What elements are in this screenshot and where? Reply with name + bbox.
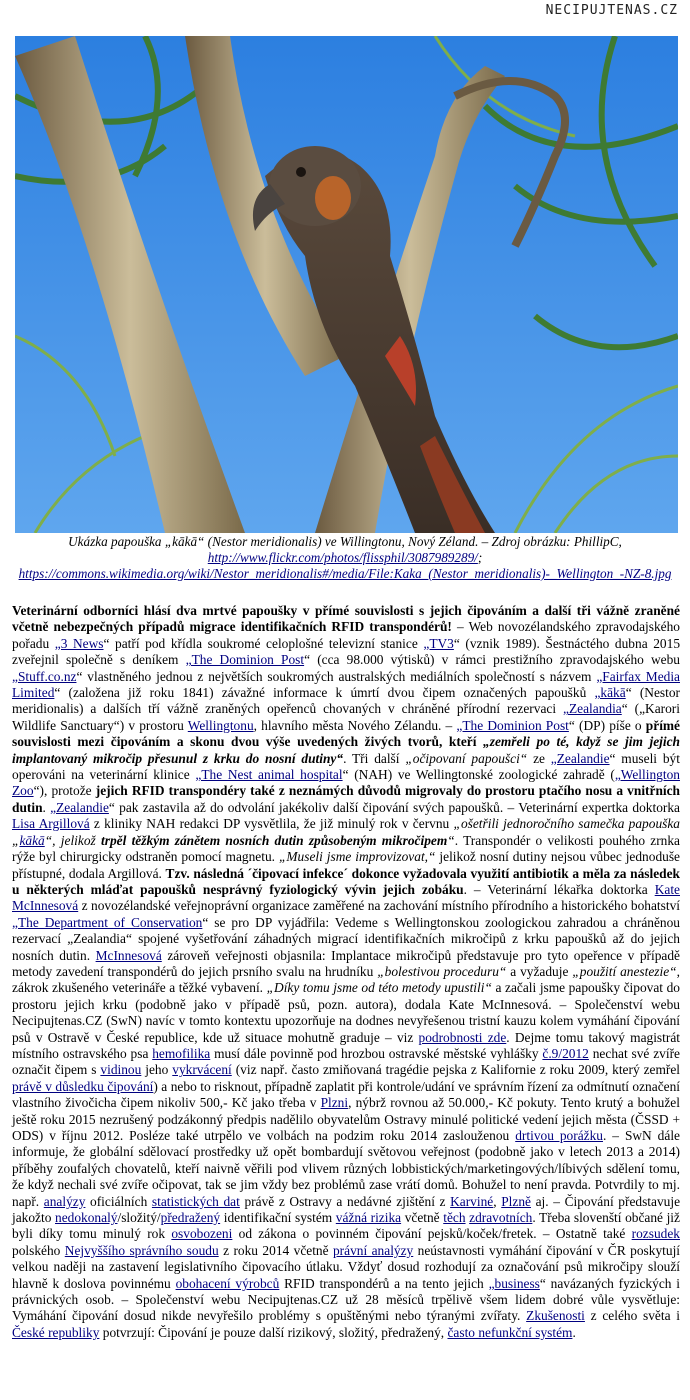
- text: nechat své zvíře označit čipem s: [12, 1045, 680, 1078]
- link-dusledek-cipovani[interactable]: právě v důsledku čipování: [12, 1078, 154, 1094]
- text: , hlavního města Nového Zélandu. –: [253, 717, 457, 733]
- text: , zákrok zkušeného veterináře a těžké vybavení.: [12, 963, 680, 996]
- link-vazna-rizika[interactable]: vážná rizika: [335, 1210, 402, 1226]
- text: a začali jsme papoušky čipovat do prostoru jejich krku (podobně jako v případě psů, pozn. autora), dodala Kate McInnesová. – Společenství webu Necipujtenas.CZ (SwN) navíc v tomto kontextu upozorňuje na dodnes nevyřešenou tristní kauzu kolem vymáhání čipování psů v Ostravě v České republice, kde už situace mohutně graduje – viz: [12, 980, 680, 1045]
- photo-illustration: [15, 36, 678, 533]
- text: od zákona o povinném čipování pejsků/koček/fretek. – Ostatně také: [232, 1226, 632, 1242]
- article-lead: Veterinární odborníci hlásí dva mrtvé papoušky v přímé souvislosti s jejich čipováním a další tři vážně zraněné včetně nebezpečných případů migrace identifikačních RFID transpondérů!: [12, 603, 680, 635]
- text: a vyžaduje: [506, 963, 573, 979]
- text: ze: [527, 750, 551, 766]
- link-3-news[interactable]: „3 News: [54, 635, 104, 651]
- link-nedokonaly[interactable]: nedokonalý: [55, 1210, 118, 1226]
- text: “ pak zastavila až do odvolání jakékoliv další čipování svých papoušků. – Veterinární expertka doktorka: [108, 799, 680, 815]
- italic-text: „bolestivou proceduru“: [377, 963, 507, 979]
- text: “ (DP) píše o: [568, 717, 646, 733]
- bold-text: přímé souvislosti mezi čipováním a skonu dvou výše uvedených živých tvorů, kteří: [12, 717, 681, 750]
- text: “ navázaných fyzických i právnických osob. – Společenství webu Necipujtenas.CZ už 28 měsíců trpělivě všem lidem dobré vůle vysvětluje: Vymáhání čipování dosud nikde nevyřešilo problémy s opuštěnými nebo týranými zvířaty.: [12, 1275, 680, 1324]
- link-ceske-republiky[interactable]: České republiky: [12, 1324, 100, 1340]
- text: aj. – Čipování představuje jakožto: [12, 1193, 681, 1226]
- link-obohaceni-vyrobcu[interactable]: obohacení výrobců: [175, 1275, 280, 1291]
- italic-text: „ošetřili jednoročního samečka papouška „: [12, 816, 680, 848]
- link-lisa-argillova[interactable]: Lisa Argillová: [12, 816, 90, 832]
- link-karvina[interactable]: Karviné: [450, 1193, 494, 1209]
- italic-text: “: [447, 832, 455, 848]
- photo-caption: Ukázka papouška „kākā“ (Nestor meridionalis) ve Willingtonu, Nový Zéland. – Zdroj obrázku: PhillipC, http://www.flickr.com/photos/flissphil/3087989289/; https://commons.wikimedia.org/wiki/Nestor_meridionalis#/media/File:Kaka_(Nestor_meridionalis)-_Wellington_-NZ-8.jpg: [18, 534, 672, 581]
- text: ) a nebo to risknout, případně zaplatit při kontrole/udání ve správním řízení za odmítnutí označení vlastního živočicha čipem nikoliv 500,- Kč jako třeba v: [12, 1078, 680, 1111]
- kaka-parrot-photo: [15, 36, 678, 533]
- text: z roku 2014 včetně: [218, 1242, 333, 1258]
- link-kate-mcinnesova[interactable]: Kate McInnesová: [12, 881, 680, 914]
- link-predrazeny[interactable]: předražený: [160, 1210, 221, 1226]
- link-statisticka-data[interactable]: statistických dat: [151, 1193, 240, 1209]
- text: polského: [12, 1242, 65, 1258]
- text: .: [572, 1324, 576, 1340]
- link-wellington[interactable]: Wellingtonu: [187, 717, 254, 733]
- link-vyhlaska[interactable]: č.9/2012: [542, 1045, 589, 1061]
- link-plzni[interactable]: Plzni: [320, 1095, 349, 1111]
- text: ,: [493, 1193, 502, 1209]
- text: – Web novozélandského zpravodajského pořadu: [12, 619, 681, 651]
- text: právě z Ostravy a nedávné zjištění z: [239, 1193, 451, 1209]
- text: oficiálních: [85, 1193, 152, 1209]
- article-body: [12, 603, 680, 1341]
- link-vykrvaceni[interactable]: vykrvácení: [172, 1062, 232, 1078]
- link-stuff[interactable]: „Stuff.co.nz: [12, 668, 77, 684]
- link-plzen[interactable]: Plzně: [501, 1193, 531, 1209]
- link-fairfax[interactable]: „Fairfax Media Limited: [12, 668, 680, 701]
- text: “ museli být operováni na veterinární klinice: [12, 750, 680, 783]
- italic-text: „očipovaní papoušci“: [405, 750, 528, 766]
- text: jelikož nosní dutiny nejsou vůbec jednoduše přístupné, dodala Argillová.: [12, 849, 680, 881]
- link-nejvyssi-soud[interactable]: Nejvyššího správního soudu: [64, 1242, 219, 1258]
- text: “ („Karori Wildlife Sanctuary“) v prostoru: [12, 701, 680, 733]
- text: jeho: [141, 1062, 173, 1078]
- text: “ (Nestor meridionalis) a dalších tří vážně zraněných opeřenců chovaných v chráněné přírodní rezervaci: [12, 685, 681, 717]
- text: “ (založena již roku 1841) závažné informace k úmrtí dvou čipem označených papoušků: [54, 685, 595, 701]
- link-analyzy[interactable]: analýzy: [43, 1193, 86, 1209]
- link-vidinou[interactable]: vidinou: [100, 1062, 142, 1078]
- text: z celého světa i: [584, 1308, 681, 1324]
- text: “ patří pod křídla soukromé celoplošné televizní stanice: [103, 635, 424, 651]
- link-dominion-post[interactable]: „The Dominion Post: [185, 652, 305, 668]
- link-rozsudek[interactable]: rozsudek: [631, 1226, 680, 1242]
- italic-text: “, jelikož: [44, 832, 102, 848]
- italic-text: „použití anestezie“: [572, 963, 677, 979]
- link-business[interactable]: „business: [488, 1275, 540, 1291]
- text: . Dejme tomu takový magistrát místního ostravského psa: [12, 1029, 680, 1061]
- link-podrobnosti[interactable]: podrobnosti zde: [418, 1029, 507, 1045]
- text: . – Veterinární lékařka doktorka: [463, 881, 655, 897]
- site-header: NECIPUJTENAS.CZ: [545, 3, 678, 18]
- text: . – SwN dále informuje, že globální sdělovací prostředky už opět bombardují světovou veřejnost (podobně jako v letech 2013 a 2014) příběhy zoufalých chovatelů, kteří naivně věřili pod vlivem různých lobbistických/marketingových/líbivých sdělení tomu, že když nechali své zvíře očipovat, tak se jim vždy bez problémů zase vrátí domů. Bohužel to není pravda. Potvrdily to mj. např.: [12, 1128, 680, 1209]
- bold-text: jejich RFID transpondéry také z neznámých důvodů migrovaly do prostoru ptačího nosu a vnitřních dutin: [12, 783, 680, 815]
- link-tv3[interactable]: „TV3: [423, 635, 454, 651]
- text: . Transpondér o velikosti pouhého zrnka rýže byl chirurgicky odstraněn pomocí magnetu.: [12, 832, 681, 865]
- text: . Třeba slovenští občané již byli díky tomu minulý rok: [12, 1210, 680, 1242]
- text: RFID transpondérů a na tento jejich: [279, 1275, 489, 1291]
- link-tech[interactable]: těch: [443, 1210, 466, 1226]
- link-nest-hospital[interactable]: „The Nest animal hospital: [195, 767, 343, 783]
- link-zdravotnich[interactable]: zdravotních: [469, 1210, 533, 1226]
- link-mcinnesova[interactable]: McInnesová: [95, 947, 162, 963]
- link-zealandie-2[interactable]: „Zealandie: [50, 799, 109, 815]
- text: včetně: [401, 1210, 444, 1226]
- link-hemofilika[interactable]: hemofilika: [152, 1045, 211, 1061]
- caption-link-wikimedia[interactable]: https://commons.wikimedia.org/wiki/Nestor_meridionalis#/media/File:Kaka_(Nestor_meridionalis)-_Wellington_-NZ-8.jpg: [18, 566, 672, 581]
- text: z novozélandské veřejnoprávní organizace zaměřené na zachování místního přírodního a historického bohatství: [78, 898, 680, 914]
- link-pravni-analyzy[interactable]: právní analýzy: [332, 1242, 414, 1258]
- link-drtiva-porazka[interactable]: drtivou porážku: [515, 1128, 603, 1143]
- link-dominion-post-2[interactable]: „The Dominion Post: [456, 717, 569, 733]
- link-osvobozeni[interactable]: osvobozeni: [171, 1226, 233, 1242]
- link-wellington-zoo[interactable]: „Wellington Zoo: [12, 767, 680, 799]
- text: neústavnosti vymáhání čipování v ČR poskytují velkou naději na zastavení legislativního čipovacího útlaku. Vždyť dosud rozhodují za označování psů mikročipy slouží hlavně k doslova povinnému: [12, 1242, 681, 1291]
- bold-italic-quote: trpěl těžkým zánětem nosních dutin způsobeným mikročipem: [101, 832, 448, 848]
- bold-italic-quote: „zemřeli po té, když se jim jejich implantovaný mikročip přesunul z krku do nosní dutiny“: [12, 734, 680, 766]
- text: potvrzují: Čipování je pouze další rizikový, složitý, předražený,: [99, 1324, 448, 1340]
- bold-text: Tzv. následná ´čipovací infekce´ dokonce vyžadovala využití antibiotik a měla za následek u některých mláďat papoušků nesprávný fyziologický vývin jejich zobáku: [12, 865, 680, 897]
- link-kaka-2[interactable]: kākā: [19, 832, 45, 848]
- link-department-of-conservation[interactable]: „The Department of Conservation: [12, 914, 203, 930]
- caption-text: Ukázka papouška „kākā“ (Nestor meridionalis) ve Willingtonu, Nový Zéland. – Zdroj obrázku: PhillipC,: [68, 534, 622, 549]
- text: (viz např. často zmiňovaná tragédie pejska z Kalifornie z roku 2009, který zemřel: [231, 1062, 681, 1078]
- text: musí dále povinně pod hrozbou ostravské městské vyhlášky: [210, 1045, 543, 1061]
- text: , nýbrž rovnou až 50.000,- Kč pokuty. Tento krutý a bohužel ještě roku 2015 nezrušený podzákonný předpis nadělilo obyvatelům Ostravy minulé politické vedení jejich města (ČSSD + ODS) v říjnu 2012. Posléze také utrpělo ve volbách na podzim roku 2014 zaslouženou: [12, 1095, 680, 1143]
- text: “ (NAH) ve Wellingtonské zoologické zahradě (: [342, 767, 615, 783]
- text: z kliniky NAH redakci DP vysvětlila, že již minulý rok v červnu: [89, 816, 454, 832]
- text: “ (vznik 1989). Šestnáctého dubna 2015 zveřejnil společně s deníkem: [12, 635, 681, 668]
- link-zealandie[interactable]: „Zealandie: [550, 750, 610, 766]
- text: “ vlastněného jednou z největších soukromých australských mediálních společností s názvem: [76, 668, 597, 684]
- caption-link-flickr[interactable]: http://www.flickr.com/photos/flissphil/3087989289/: [207, 550, 478, 565]
- text: .: [42, 799, 51, 815]
- text: identifikační systém: [220, 1210, 336, 1226]
- link-nefunkcni-system[interactable]: často nefunkční systém: [447, 1324, 573, 1340]
- text: zároveň veřejnosti objasnila: Implantace mikročipů představuje pro tyto opeřence v případě metody zavedení transpondérů do jejich prsního svalu na hrudníku: [12, 947, 680, 979]
- link-kaka[interactable]: „kākā: [594, 685, 626, 701]
- link-zealandia[interactable]: „Zealandia: [563, 701, 622, 717]
- italic-text: „Museli jsme improvizovat,“: [278, 849, 436, 865]
- italic-text: „Díky tomu jsme od této metody upustili“: [266, 980, 492, 996]
- text: /složitý/: [117, 1210, 161, 1226]
- text: “ se pro DP vyjádřila: Vedeme s Wellingtonskou zoologickou zahradou a chráněnou rezervací „Zealandia“ spojené vyšetřování záhadných migrací identifikačních mikročipů z krku papoušků až do jejich nosních dutin.: [12, 914, 680, 963]
- text: . Tři další: [343, 750, 406, 766]
- text: “), protože: [33, 783, 96, 799]
- text: “ (cca 98.000 výtisků) v rámci prestižního zpravodajského webu: [304, 652, 680, 668]
- link-zkusenosti[interactable]: Zkušenosti: [526, 1308, 585, 1324]
